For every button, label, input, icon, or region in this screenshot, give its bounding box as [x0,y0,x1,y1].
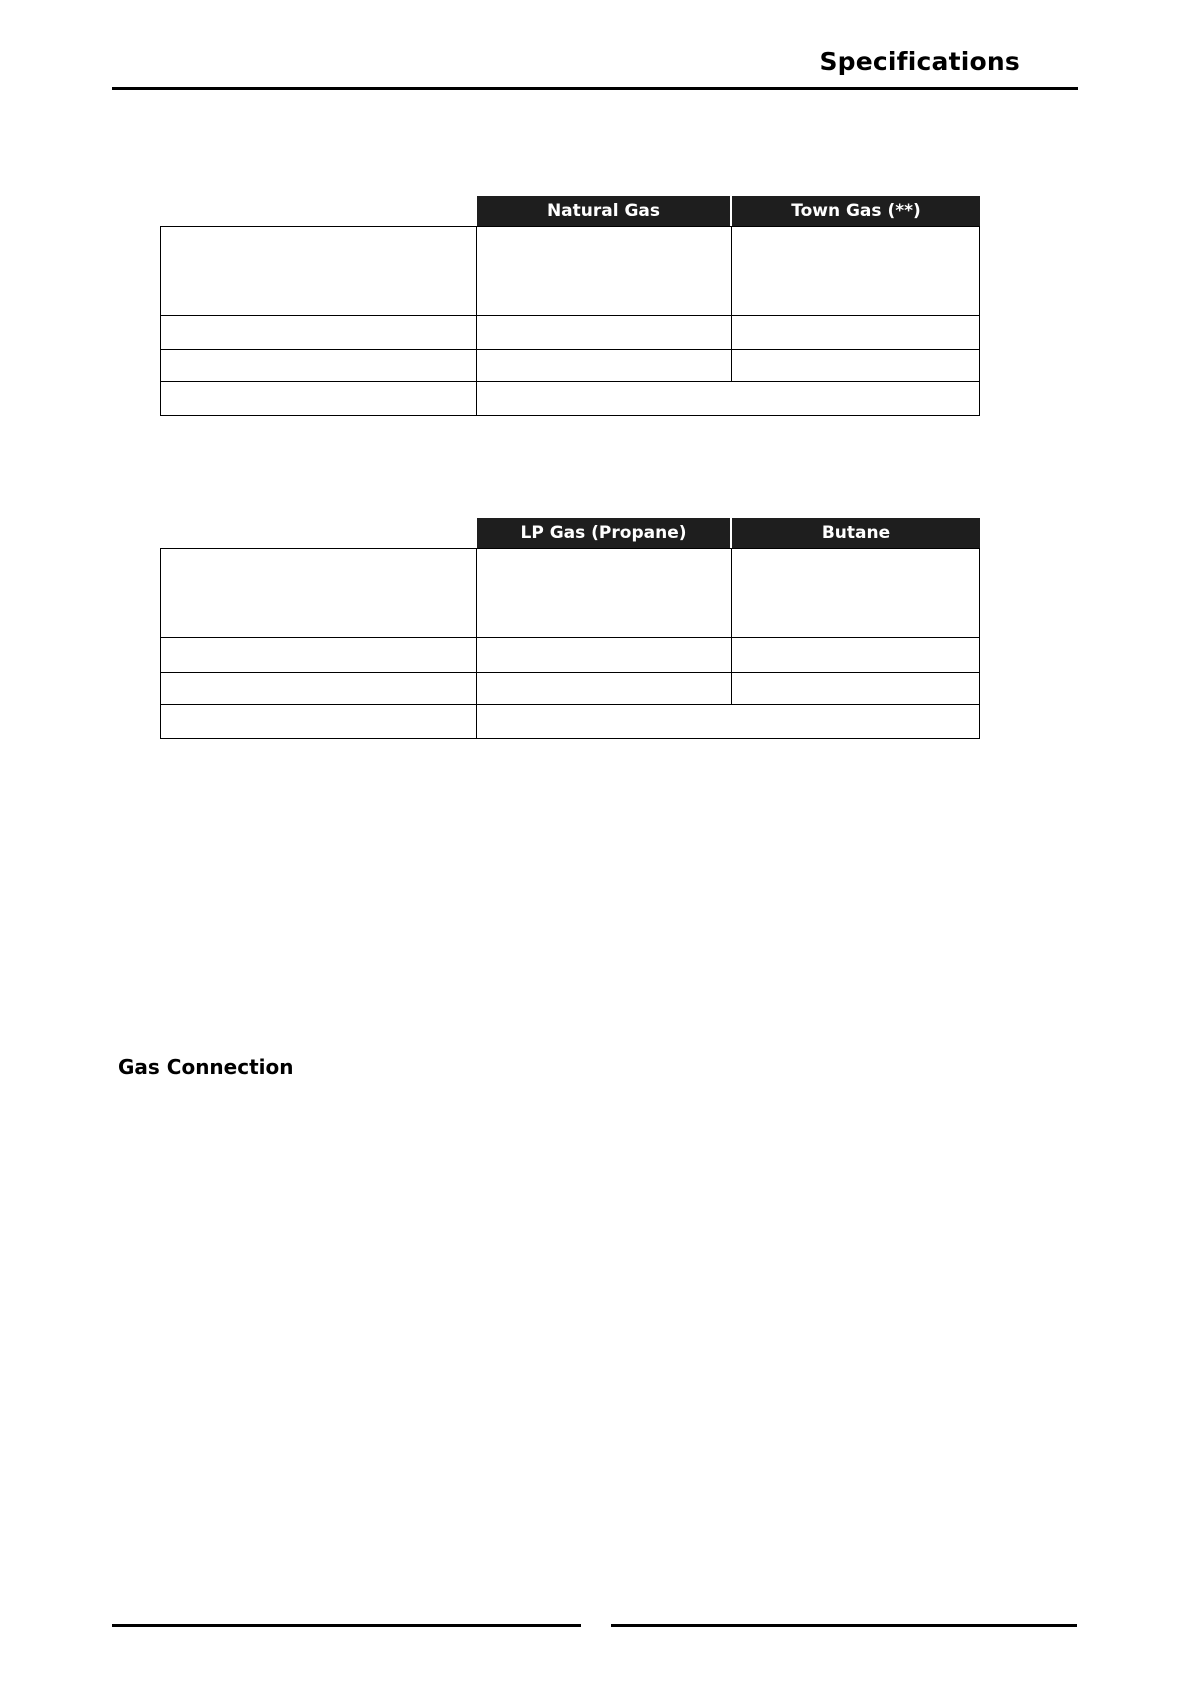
value-cell [732,227,979,315]
row-label-cell [161,316,477,349]
row-label-cell [161,382,477,415]
table-row [161,673,979,705]
spec-table-natural-town [160,196,980,416]
column-header-town-gas: Town Gas (**) [732,196,980,226]
table-row [161,638,979,673]
value-cell [732,316,979,349]
table-row [161,227,979,316]
value-cell [477,350,732,381]
table-row [161,316,979,350]
value-cell [477,227,732,315]
row-label-cell [161,549,477,637]
column-header-butane: Butane [732,518,980,548]
row-label-cell [161,227,477,315]
table-grid [160,548,980,739]
value-cell-spanning [477,705,979,738]
value-cell-spanning [477,382,979,415]
footer-rule-right [611,1624,1077,1627]
page-title: Specifications [819,47,1020,76]
table-row [161,350,979,382]
value-cell [477,316,732,349]
row-label-cell [161,673,477,704]
table-grid [160,226,980,416]
row-label-cell [161,350,477,381]
value-cell [477,549,732,637]
value-cell [732,350,979,381]
table-row [161,705,979,738]
table-row [161,382,979,415]
table-header-row [160,196,980,226]
table-header-row [160,518,980,548]
value-cell [477,673,732,704]
row-label-cell [161,705,477,738]
row-label-cell [161,638,477,672]
value-cell [732,549,979,637]
spec-table-lp-butane [160,518,980,738]
column-header-natural-gas: Natural Gas [477,196,730,226]
table-row [161,549,979,638]
footer-rule-left [112,1624,581,1627]
header-rule [112,87,1078,90]
value-cell [732,673,979,704]
section-heading-gas-connection: Gas Connection [118,1055,294,1079]
column-header-lp-gas: LP Gas (Propane) [477,518,730,548]
value-cell [732,638,979,672]
value-cell [477,638,732,672]
